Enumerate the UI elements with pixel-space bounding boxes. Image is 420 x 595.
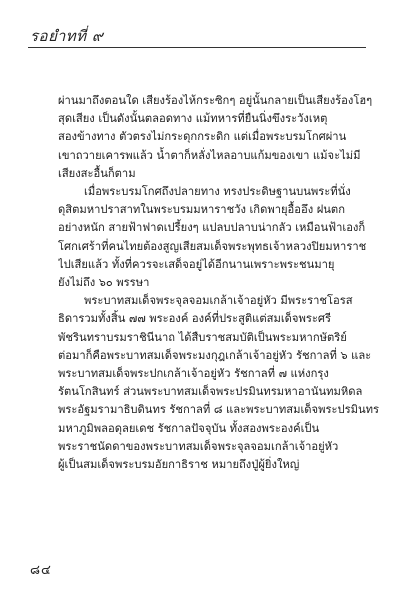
- text-line: รัตนโกสินทร์ ส่วนพระบาทสมเด็จพระปรมินทรมหาอานันทมหิดล: [58, 385, 363, 399]
- text-line: เขาถวายเคารพแล้ว น้ำตาก็หลั่งไหลอาบแก้มของเขา แม้จะไม่มี: [58, 148, 361, 162]
- text-line: ต่อมาก็คือพระบาทสมเด็จพระมงกุฎเกล้าเจ้าอยู่หัว รัชกาลที่ ๖ และ: [58, 348, 372, 362]
- text-line: พระราชนัดดาของพระบาทสมเด็จพระจุลจอมเกล้าเจ้าอยู่หัว: [58, 439, 339, 453]
- text-line: เมื่อพระบรมโกศถึงปลายทาง ทรงประดิษฐานบนพระที่นั่ง: [84, 185, 351, 199]
- header-rule: [28, 47, 366, 48]
- text-line: ผู้เป็นสมเด็จพระบรมอัยกาธิราช หมายถึงปู่ผู้ยิ่งใหญ่: [58, 458, 300, 472]
- text-line: ธิดารวมทั้งสิ้น ๗๗ พระองค์ องค์ที่ประสูติแต่สมเด็จพระศรี: [58, 312, 331, 326]
- text-line: เสียงสะอื้นก็ตาม: [58, 166, 136, 180]
- text-line: ผ่านมาถึงตอนใด เสียงร้องไห้กระซิกๆ อยู่นั้นกลายเป็นเสียงร้องโฮๆ: [58, 94, 373, 107]
- running-header-title: รอยำทที่ ๙: [30, 27, 104, 45]
- text-line: มหาภูมิพลอดุลยเดช รัชกาลปัจจุบัน ทั้งสองพระองค์เป็น: [58, 421, 320, 435]
- text-line: พระบาทสมเด็จพระจุลจอมเกล้าเจ้าอยู่หัว มีพระราชโอรส: [84, 294, 353, 308]
- text-line: ยังไม่ถึง ๖๐ พรรษา: [58, 276, 150, 290]
- body-text: [58, 92, 383, 474]
- text-line: โศกเศร้าที่คนไทยต้องสูญเสียสมเด็จพระพุทธเจ้าหลวงปิยมหาราช: [58, 239, 367, 253]
- text-line: สองข้างทาง ตัวตรงไม่กระดุกกระดิก แต่เมื่อพระบรมโกศผ่าน: [58, 130, 347, 144]
- text-line: สุดเสียง เป็นดังนั้นตลอดทาง แม้ทหารที่ยืนนิ่งขึงระวังเหตุ: [58, 112, 328, 126]
- text-line: ไปเสียแล้ว ทั้งที่ควรจะเสด็จอยู่ได้อีกนานเพราะพระชนมายุ: [58, 257, 335, 271]
- text-line: อย่างหนัก สายฟ้าฟาดเปรี้ยงๆ แปลบปลาบน่ากลัว เหมือนฟ้าเองก็: [58, 221, 366, 235]
- text-line: พระอัฐมรามาธิบดินทร รัชกาลที่ ๘ และพระบาทสมเด็จพระปรมินทร: [58, 403, 380, 417]
- text-line: พระบาทสมเด็จพระปกเกล้าเจ้าอยู่หัว รัชกาลที่ ๗ แห่งกรุง: [58, 367, 329, 381]
- page-number: ๘๔: [30, 563, 52, 578]
- text-line: พัชรินทราบรมราชินีนาถ ได้สืบราชสมบัติเป็นพระมหากษัตริย์: [58, 330, 347, 344]
- text-line: ดุสิตมหาปราสาทในพระบรมมหาราชวัง เกิดพายุอื้ออึง ฝนตก: [58, 203, 345, 217]
